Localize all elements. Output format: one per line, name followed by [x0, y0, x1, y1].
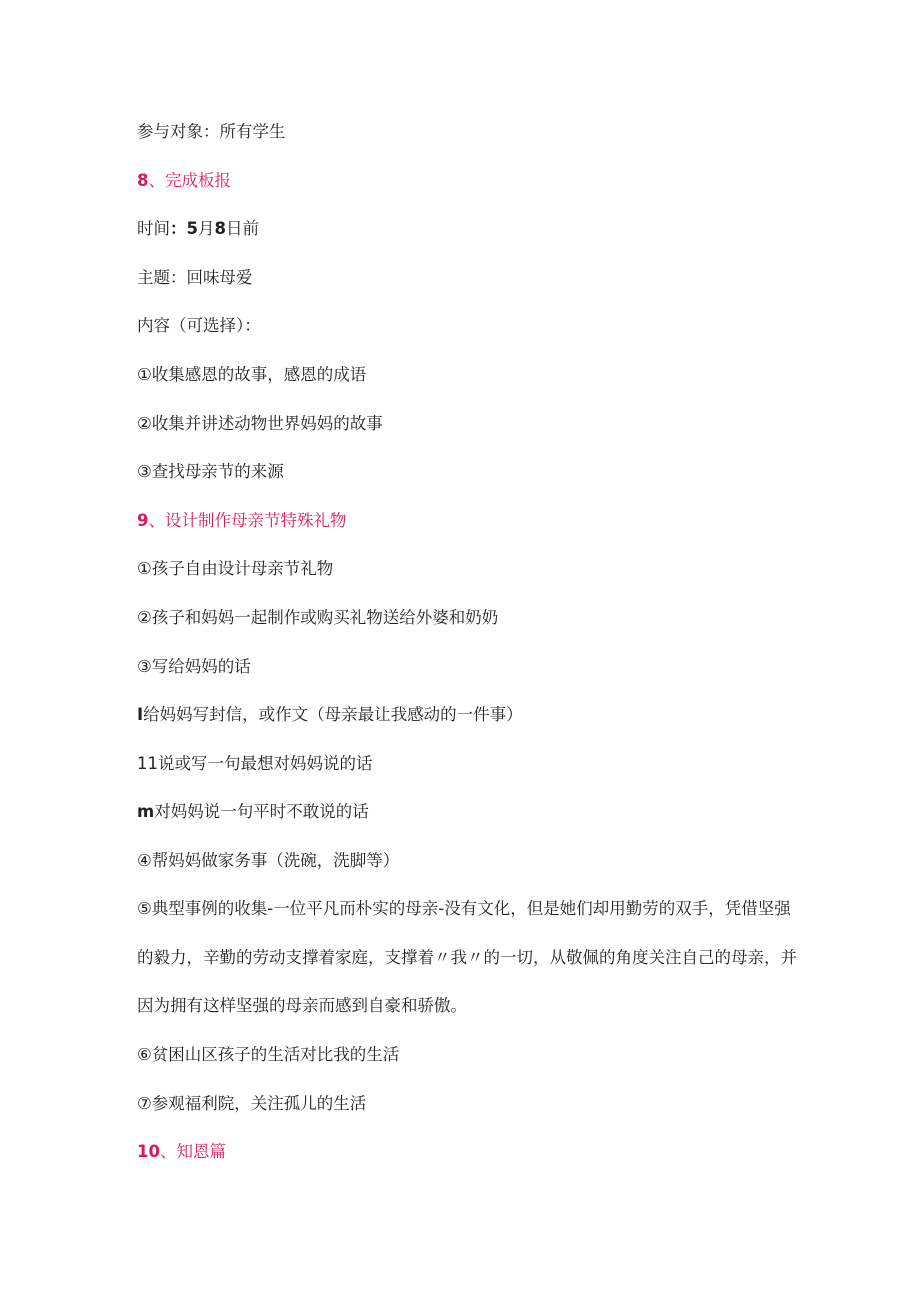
- board-item-3: ③查找母亲节的来源: [137, 462, 284, 482]
- time-day-rest: 日前: [225, 219, 259, 239]
- final-item-7: ⑦参观福利院，关注孤儿的生活: [137, 1093, 367, 1113]
- content-label: 内容（可选择）：: [137, 316, 261, 336]
- section-10-number: 10: [137, 1142, 160, 1162]
- time-label: 时间: [137, 219, 170, 239]
- board-item-2: ②收集并讲述动物世界妈妈的故事: [137, 413, 383, 433]
- gift-item-2: ②孩子和妈妈一起制作或购买礼物送给外婆和奶奶: [137, 607, 499, 627]
- time-month: 5: [186, 219, 198, 239]
- document-body: [137, 120, 797, 1189]
- section-9-number: 9: [137, 510, 149, 530]
- section-8-number: 8: [137, 170, 149, 190]
- sub-item-1-mark: I: [137, 705, 144, 725]
- time-month-unit: 月: [197, 219, 215, 239]
- board-item-1: ①收集感恩的故事，感恩的成语: [137, 364, 367, 384]
- sub-item-3: [137, 800, 797, 824]
- gift-item-1: ①孩子自由设计母亲节礼物: [137, 559, 334, 579]
- participants-line: 参与对象：所有学生: [137, 122, 286, 141]
- section-10-title: 、知恩篇: [159, 1142, 226, 1162]
- sub-item-3-text: 对妈妈说一句平时不敢说的话: [154, 802, 369, 822]
- sub-item-2-mark: 11: [137, 753, 158, 773]
- time-day: 8: [214, 219, 226, 239]
- section-8-heading: [137, 169, 797, 193]
- final-item-6: ⑥贫困山区孩子的生活对比我的生活: [137, 1045, 400, 1065]
- sub-item-1-text: 给妈妈写封信，或作文（母亲最让我感动的一件事）: [143, 705, 523, 725]
- time-colon: ：: [170, 219, 187, 239]
- section-10-heading: [137, 1140, 797, 1164]
- theme-line: 主题：回味母爱: [137, 267, 253, 287]
- time-line: [137, 217, 797, 241]
- section-9-heading: [137, 509, 797, 533]
- sub-item-1: [137, 703, 797, 727]
- sub-item-2-text: 说或写一句最想对妈妈说的话: [158, 753, 373, 773]
- section-9-title: 、设计制作母亲节特殊礼物: [148, 510, 347, 530]
- more-item-4: ④帮妈妈做家务事（洗碗，洗脚等）: [137, 850, 400, 870]
- example-paragraph: ⑤典型事例的收集-一位平凡而朴实的母亲-没有文化，但是她们却用勤劳的双手，凭借坚强的毅力，辛勤的劳动支撑着家庭，支撑着〃我〃的一切，从敬佩的角度关注自己的母亲，并因为拥有这样坚强的母亲而感到自豪和骄傲。: [137, 899, 797, 1016]
- gift-item-3: ③写给妈妈的话: [137, 656, 251, 676]
- section-8-title: 、完成板报: [148, 170, 231, 190]
- sub-item-3-mark: m: [137, 802, 155, 822]
- sub-item-2: [137, 752, 797, 776]
